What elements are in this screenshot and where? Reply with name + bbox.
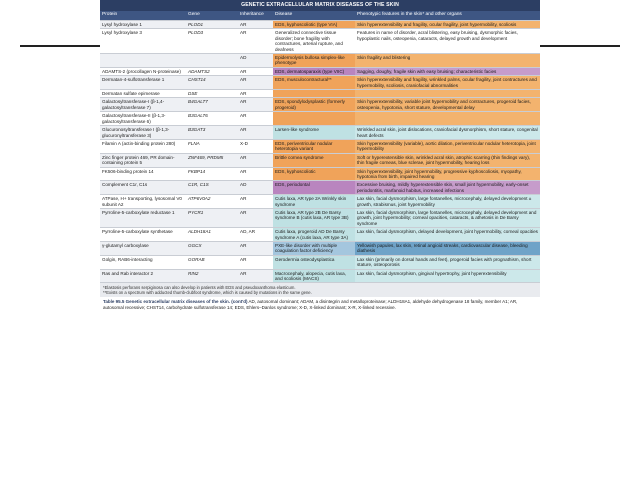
cell-features: Lax skin, facial dysmorphism, large fontanelles, microcephaly, delayed development and growth, joint hypermobility; corneal opacities, cataracts, & athetosis in De Barsy syndrome (355, 208, 540, 227)
table-caption (100, 297, 540, 312)
cell-gene: ALDH18A1 (186, 228, 238, 242)
footnotes (100, 283, 540, 297)
table-row (100, 67, 540, 75)
cell-protein: Dermatan-4-sulfotransferase 1 (100, 76, 186, 90)
cell-protein: Complement C1r, C1s (100, 181, 186, 195)
cell-gene: B4GALT7 (186, 98, 238, 112)
table-row (100, 269, 540, 283)
cell-inheritance: AR (238, 112, 273, 126)
cell-disease: Generalized connective tissue disorder; bone fragility with contractures, arterial rupture, and deafness (273, 29, 355, 54)
cell-gene: PYCR1 (186, 208, 238, 227)
cell-protein: Galactosyltransferase-II (β-1,3-galactosyltransferase 6) (100, 112, 186, 126)
cell-gene: C1R, C1S (186, 181, 238, 195)
cell-features: Lax skin, facial dysmorphism, large fontanelles, microcephaly, delayed development ± growth, strabismus, joint hypermobility (355, 195, 540, 209)
cell-disease: Cutis laxa, AR type 2B De Barsy syndrome B (cutis laxa, AR type 3B) (273, 208, 355, 227)
table-row (100, 126, 540, 140)
cell-protein: Lysyl hydroxylase 1 (100, 21, 186, 29)
cell-disease: Brittle cornea syndrome (273, 153, 355, 167)
cell-features: Skin hyperextensibility, joint hypermobility, progressive kyphoscoliosis, myopathy, hypotonia from birth, impaired hearing (355, 167, 540, 181)
cell-protein: ADAMTS-2 (procollagen N-proteinase) (100, 67, 186, 75)
cell-disease: EDS, dermatosparaxis (type VIIC) (273, 67, 355, 75)
table-body (100, 21, 540, 283)
cell-features: Skin hyperextensibility and fragility, wrinkled palms, ocular fragility, joint contractures and hypermobility, scoliosis, craniofacial abnormalities (355, 76, 540, 90)
cell-features: Excessive bruising, mildly hyperextensible skin, small joint hypermobility, early-onset periodontitis, marfanoid habitus, increased infections (355, 181, 540, 195)
table-row (100, 181, 540, 195)
cell-gene (186, 54, 238, 68)
cell-gene: DSE (186, 90, 238, 98)
disease-table (100, 11, 540, 283)
cell-inheritance: AR (238, 208, 273, 227)
footnote-2: **Exists on a spectrum with adducted thumb-clubfoot syndrome, which is caused by mutations in the same gene. (103, 290, 312, 296)
cell-protein: Dermatan sulfate epimerase (100, 90, 186, 98)
cell-inheritance: AR (238, 76, 273, 90)
header-features: Phenotypic features in the skin* and other organs (355, 11, 540, 21)
slide-divider-left (20, 45, 100, 47)
cell-protein: Zinc finger protein 469, PR domain-containing protein 5 (100, 153, 186, 167)
cell-protein: Ras and Rab interactor 2 (100, 269, 186, 283)
cell-gene: ADAMTS2 (186, 67, 238, 75)
cell-inheritance: AR (238, 126, 273, 140)
slide-divider-right (540, 45, 620, 47)
cell-features (355, 112, 540, 126)
cell-disease: Epidermolysis bullosa simplex-like phenotype (273, 54, 355, 68)
cell-disease: Cutis laxa, progeroid AD De Barsy syndrome A (cutis laxa, AR type 3A) (273, 228, 355, 242)
cell-features: Lax skin, facial dysmorphism, delayed development, joint hypermobility, corneal opacities (355, 228, 540, 242)
cell-inheritance: AR (238, 195, 273, 209)
table-row (100, 167, 540, 181)
cell-disease: EDS, kyphoscoliotic (273, 167, 355, 181)
cell-disease: EDS, spondylodysplastic (formerly progeroid) (273, 98, 355, 112)
cell-inheritance: AR (238, 255, 273, 269)
cell-features: Skin hyperextensibility, variable joint hypermobility and contractures, progeroid facies, osteopenia, hypotonia, short stature, developmental delay (355, 98, 540, 112)
cell-protein: ATPase, H+ transporting, lysosomal V0 subunit A2 (100, 195, 186, 209)
cell-features: Soft or hyperextensible skin, wrinkled acral skin, atrophic scarring (thin findings vary), thin fragile corneas, blue sclerae, joint hypermobility, hearing loss (355, 153, 540, 167)
cell-gene: B3GAT3 (186, 126, 238, 140)
cell-disease: EDS, kyphoscoliotic (type VIA) (273, 21, 355, 29)
cell-features (355, 90, 540, 98)
cell-protein (100, 54, 186, 68)
cell-features: Skin hyperextensibility and fragility, ocular fragility, joint hypermobility, scoliosis (355, 21, 540, 29)
table-row (100, 208, 540, 227)
table-row (100, 255, 540, 269)
cell-inheritance: AR (238, 269, 273, 283)
cell-disease: EDS, musculocontractural** (273, 76, 355, 90)
cell-gene: FLNA (186, 139, 238, 153)
table-row (100, 98, 540, 112)
cell-protein: Galactosyltransferase-I (β-1,4-galactosyltransferase 7) (100, 98, 186, 112)
header-inheritance: Inheritance (238, 11, 273, 21)
footnote-1: *Elastosis perforans serpiginosa can also develop in patients with EDS and pseudoxanthoma elasticum. (103, 285, 296, 291)
cell-features: Skin hyperextensibility (variable), aortic dilation, periventricular nodular heterotopia, joint hypermobility (355, 139, 540, 153)
cell-inheritance: X-D (238, 139, 273, 153)
cell-gene: RIN2 (186, 269, 238, 283)
cell-inheritance: AR (238, 21, 273, 29)
table-title: GENETIC EXTRACELLULAR MATRIX DISEASES OF THE SKIN (100, 0, 540, 11)
table-row (100, 112, 540, 126)
cell-protein: Pyrroline-5-carboxylate synthetase (100, 228, 186, 242)
document-page (100, 0, 540, 479)
cell-protein: Filamin A (actin-binding protein 280) (100, 139, 186, 153)
cell-protein: FK506-binding protein 14 (100, 167, 186, 181)
table-row (100, 139, 540, 153)
cell-features: Sagging, doughy, fragile skin with easy bruising; characteristic facies (355, 67, 540, 75)
cell-features: Wrinkled acral skin, joint dislocations, craniofacial dysmorphism, short stature, congenital heart defects (355, 126, 540, 140)
table-row (100, 228, 540, 242)
table-row (100, 242, 540, 256)
cell-features: Lax skin, facial dysmorphism, gingival hypertrophy, joint hyperextensibility (355, 269, 540, 283)
cell-inheritance: AD (238, 54, 273, 68)
table-row (100, 76, 540, 90)
cell-protein: γ-glutamyl carboxylase (100, 242, 186, 256)
table-row (100, 54, 540, 68)
table-row (100, 90, 540, 98)
cell-gene: B3GALT6 (186, 112, 238, 126)
cell-protein: Lysyl hydroxylase 3 (100, 29, 186, 54)
cell-inheritance: AD (238, 181, 273, 195)
header-disease: Disease (273, 11, 355, 21)
table-row (100, 153, 540, 167)
cell-protein: Glucuronosyltransferase I (β-1,3-glucuronyltransferase 3) (100, 126, 186, 140)
cell-inheritance: AR (238, 29, 273, 54)
cell-features: Features in name of disorder, acral blistering, easy bruising, dysmorphic facies, hypoplastic nails, osteopenia, cataracts, delayed growth and development (355, 29, 540, 54)
caption-text: AD, autosomal dominant; ADAM, a disintegrin and metalloproteinase; ALDH18A1, aldehyde dehydrogenase 18 family, member A1; AR, autosomal recessive; CHST14, carbohydrate sulfotransferase 14; EDS, Ehlers–Danlos syndrome; X-D, X-linked dominant; X-R, X-linked recessive. (103, 299, 518, 311)
cell-inheritance: AR (238, 67, 273, 75)
cell-features: Skin fragility and blistering (355, 54, 540, 68)
cell-inheritance: AR (238, 167, 273, 181)
cell-gene: PLOD1 (186, 21, 238, 29)
cell-protein: Golgin, RAB6-interacting (100, 255, 186, 269)
table-row (100, 195, 540, 209)
cell-inheritance: AD, AR (238, 228, 273, 242)
cell-gene: CHST14 (186, 76, 238, 90)
cell-gene: ZNF469, PRDM5 (186, 153, 238, 167)
cell-inheritance: AR (238, 98, 273, 112)
cell-features: Yellowish papules, lax skin, retinal angioid streaks, cardiovascular disease, bleeding diathesis (355, 242, 540, 256)
cell-disease: Macrocephaly, alopecia, cutis laxa, and scoliosis (MACS) (273, 269, 355, 283)
header-protein: Protein (100, 11, 186, 21)
cell-disease (273, 112, 355, 126)
cell-disease: Larsen-like syndrome (273, 126, 355, 140)
cell-disease: Gerodermia osteodysplastica (273, 255, 355, 269)
cell-gene: FKBP14 (186, 167, 238, 181)
cell-disease: EDS, periodontal (273, 181, 355, 195)
caption-label: Table 95.5 Genetic extracellular matrix diseases of the skin. (cont'd) (103, 299, 248, 305)
cell-gene: PLOD3 (186, 29, 238, 54)
cell-protein: Pyrroline-5-carboxylate reductase 1 (100, 208, 186, 227)
table-header-row (100, 11, 540, 21)
cell-gene: ATP6V0A2 (186, 195, 238, 209)
cell-features: Lax skin (primarily on dorsal hands and feet), progeroid facies with prognathism, short stature, osteoporosis (355, 255, 540, 269)
cell-gene: GGCX (186, 242, 238, 256)
table-row (100, 29, 540, 54)
table-row (100, 21, 540, 29)
cell-disease: EDS, periventricular nodular heterotopia variant (273, 139, 355, 153)
cell-gene: GORAB (186, 255, 238, 269)
cell-disease (273, 90, 355, 98)
cell-inheritance: AR (238, 90, 273, 98)
cell-inheritance: AR (238, 153, 273, 167)
cell-disease: PXE-like disorder with multiple coagulation factor deficiency (273, 242, 355, 256)
cell-inheritance: AR (238, 242, 273, 256)
cell-disease: Cutis laxa, AR type 2A Wrinkly skin syndrome (273, 195, 355, 209)
header-gene: Gene (186, 11, 238, 21)
